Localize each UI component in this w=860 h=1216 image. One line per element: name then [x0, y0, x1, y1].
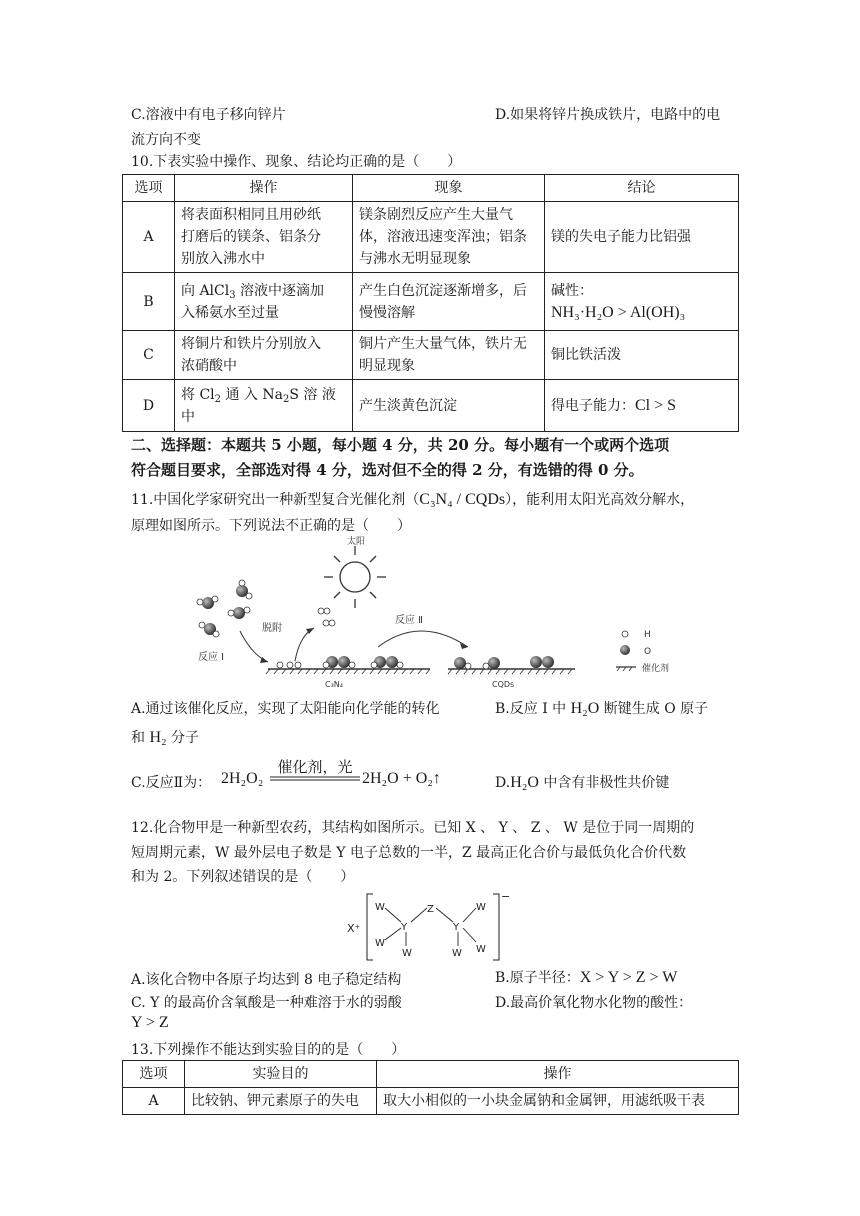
svg-text:X⁺: X⁺	[347, 922, 361, 935]
q11-option-b-cont: 和 H₂ 分子	[131, 729, 200, 746]
q11-option-c: C.反应Ⅱ为：	[131, 775, 212, 791]
photocatalysis-diagram	[190, 535, 690, 695]
q11-equation-condition: 催化剂，光	[277, 758, 353, 776]
q10-table	[122, 174, 739, 432]
q11-option-d: D.H₂O 中含有非极性共价键	[495, 774, 670, 791]
q10-header-option: 选项	[123, 175, 175, 202]
q11-stem: 11.中国化学家研究出一种新型复合光催化剂（C₃N₄ / CQDs），能利用太阳光高效分解水，	[131, 491, 695, 508]
q11-equation-left: 2H₂O₂	[221, 770, 264, 787]
row-phenomenon: 镁条剧烈反应产生大量气 体，溶液迅速变浑浊；铝条 与沸水无明显现象	[353, 202, 545, 273]
row-operation: 将铜片和铁片分别放入 浓硝酸中	[175, 331, 353, 380]
row-conclusion: 得电子能力：Cl > S	[545, 380, 739, 432]
equation-double-line	[270, 776, 360, 782]
row-phenomenon: 产生白色沉淀逐渐增多，后 慢慢溶解	[353, 273, 545, 331]
table-row	[123, 331, 739, 380]
q10-header-operation: 操作	[175, 175, 353, 202]
svg-text:O: O	[644, 647, 652, 657]
row-purpose: 比较钠、钾元素原子的失电	[185, 1088, 377, 1115]
q13-header-purpose: 实验目的	[185, 1061, 377, 1088]
q12-option-b: B.原子半径：X > Y > Z > W	[495, 969, 678, 986]
row-operation: 取大小相似的一小块金属钠和金属钾，用滤纸吸干表	[377, 1088, 739, 1115]
q10-header-conclusion: 结论	[545, 175, 739, 202]
svg-text:H: H	[644, 630, 651, 640]
svg-text:Z: Z	[427, 904, 434, 915]
q10-header-phenomenon: 现象	[353, 175, 545, 202]
svg-text:W: W	[476, 944, 486, 955]
sun-icon	[324, 546, 386, 608]
reaction2-label: 反应 Ⅱ	[395, 615, 424, 626]
desorb-label: 脱附	[262, 623, 282, 634]
q12-option-c: C. Y 的最高价含氧酸是一种难溶于水的弱酸	[131, 995, 402, 1011]
q12-stem-line2: 短周期元素，W 最外层电子数是 Y 电子总数的一半，Z 最高正化合价与最低负化合价代数	[131, 845, 687, 861]
q13-header-option: 选项	[123, 1061, 185, 1088]
sun-label: 太阳	[347, 537, 366, 547]
q11-equation-right: 2H₂O + O₂↑	[362, 770, 441, 787]
row-operation: 向 AlCl$_3$ 溶液中逐滴加 入稀氨水至过量	[175, 273, 353, 331]
q12-stem-line1: 12.化合物甲是一种新型农药，其结构如图所示。已知 X 、 Y 、 Z 、 W 是位于同一周期的	[131, 820, 695, 836]
table-row	[123, 202, 739, 273]
q9-option-d-cont: 流方向不变	[131, 132, 201, 148]
row-label: C	[123, 331, 175, 380]
row-label: B	[123, 273, 175, 331]
q12-stem-line3: 和为 2。下列叙述错误的是（ ）	[131, 869, 355, 885]
row-label: A	[123, 202, 175, 273]
svg-text:Y: Y	[453, 922, 460, 933]
table-row	[123, 380, 739, 432]
row-conclusion: 镁的失电子能力比铝强	[545, 202, 739, 273]
q11-stem-line2: 原理如图所示。下列说法不正确的是（ ）	[131, 518, 411, 534]
svg-text:W: W	[402, 948, 412, 959]
q12-option-a: A.该化合物中各原子均达到 8 电子稳定结构	[131, 972, 402, 988]
table-row	[123, 1088, 739, 1115]
q10-stem: 10.下表实验中操作、现象、结论均正确的是（ ）	[131, 154, 462, 170]
q9-option-d: D.如果将锌片换成铁片，电路中的电	[495, 107, 721, 123]
q12-option-d-cont: Y > Z	[131, 1014, 169, 1031]
table-row	[123, 273, 739, 331]
svg-text:W: W	[476, 902, 486, 913]
q11-option-a: A.通过该催化反应，实现了太阳能向化学能的转化	[131, 701, 440, 717]
svg-text:−: −	[501, 890, 511, 903]
row-conclusion: 碱性： NH₃·H₂O > Al(OH)₃	[545, 273, 739, 331]
cqds-label: CQDs	[492, 680, 515, 689]
row-label: D	[123, 380, 175, 432]
base-formula: NH₃·H₂O > Al(OH)₃	[551, 303, 686, 321]
row-conclusion: 铜比铁活泼	[545, 331, 739, 380]
row-operation: 将表面积相同且用砂纸 打磨后的镁条、铝条分 别放入沸水中	[175, 202, 353, 273]
q13-header-operation: 操作	[377, 1061, 739, 1088]
svg-text:W: W	[452, 948, 462, 959]
row-operation: 将 $Cl_2$ 通 入 $Na_2S$ 溶 液 中	[175, 380, 353, 432]
section-heading-line2: 符合题目要求，全部选对得 4 分，选对但不全的得 2 分，有选错的得 0 分。	[131, 461, 644, 479]
svg-text:Y: Y	[401, 922, 408, 933]
row-phenomenon: 产生淡黄色沉淀	[353, 380, 545, 432]
reaction1-label: 反应 Ⅰ	[198, 652, 225, 663]
c3n4-label: C₃N₄	[325, 680, 343, 689]
svg-text:W: W	[375, 902, 385, 913]
q13-stem: 13.下列操作不能达到实验目的的是（ ）	[131, 1042, 406, 1058]
q9-option-c: C.溶液中有电子移向锌片	[131, 107, 286, 123]
q12-option-d: D.最高价氧化物水化物的酸性：	[495, 995, 693, 1011]
legend	[616, 630, 669, 674]
section-heading-line1: 二、选择题：本题共 5 小题，每小题 4 分，共 20 分。每小题有一个或两个选项	[131, 436, 670, 454]
water-molecule-icon	[197, 580, 252, 637]
q11-option-b: B.反应 Ⅰ 中 H₂O 断键生成 O 原子	[495, 700, 709, 717]
row-phenomenon: 铜片产生大量气体，铁片无 明显现象	[353, 331, 545, 380]
row-label: A	[123, 1088, 185, 1115]
svg-text:催化剂: 催化剂	[642, 664, 670, 674]
q13-table	[122, 1060, 739, 1115]
svg-text:W: W	[375, 938, 385, 949]
compound-structure	[345, 890, 515, 965]
